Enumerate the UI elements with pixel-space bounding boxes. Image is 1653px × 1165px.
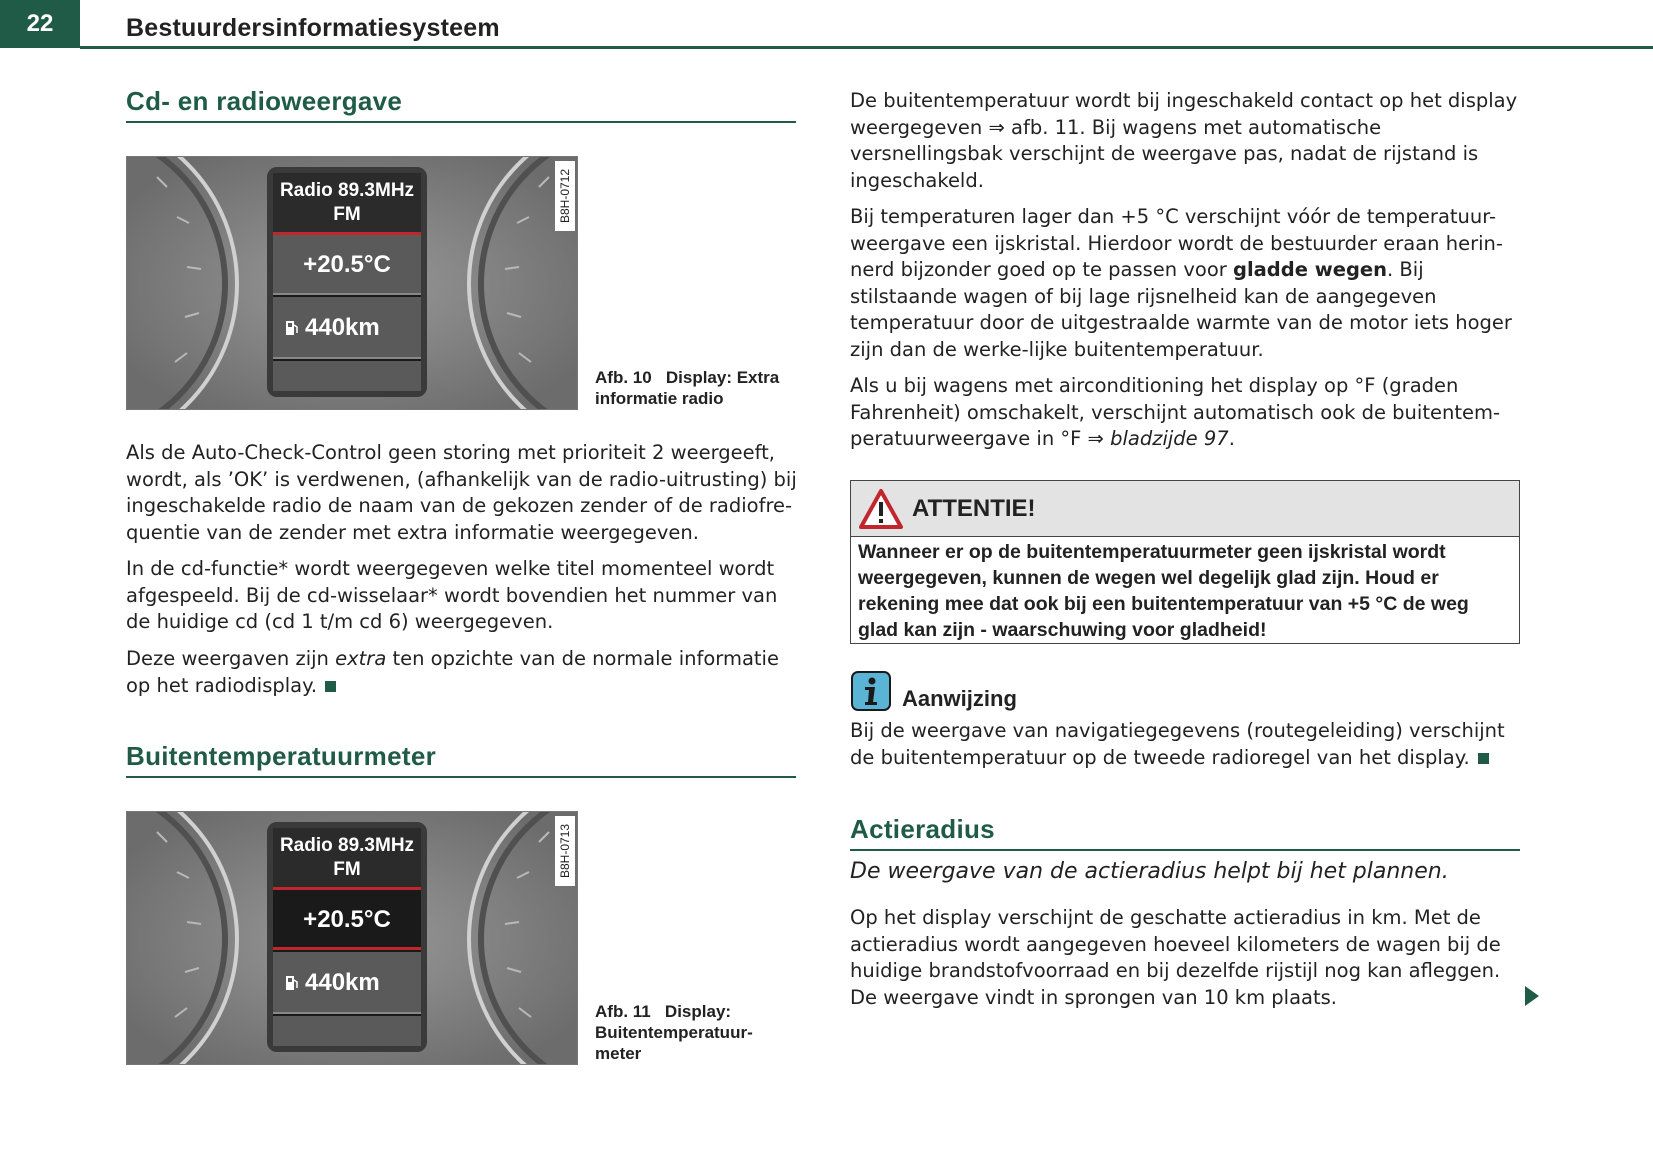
page-number: 22	[0, 0, 80, 48]
italic-text: extra	[335, 647, 387, 670]
display-radio-station: Radio 89.3MHz	[279, 835, 415, 856]
figure-10	[126, 156, 578, 410]
note-title: Aanwijzing	[902, 686, 1017, 711]
display-radio-line	[273, 173, 421, 235]
warning-title: ATTENTIE!	[912, 495, 1036, 522]
display-range-row	[273, 952, 421, 1014]
paragraph: Als de Auto-Check-Control geen storing met prioriteit 2 weergeeft, wordt, als ’OK’ is verdwenen, (afhankelijk van de radio-uitrusting) bij ingeschakelde radio de naam van de gekozen zender of de radiofre-quentie van de zender met extra informatie weergegeven.	[126, 441, 797, 544]
text-run: ten opzichte van de normale informatie op het radiodisplay.	[126, 647, 779, 697]
text-run: . Bij stilstaande wagen of bij lage rijsnelheid kan de aangegeven temperatuur door de uitgestraalde warmte van de motor iets hoger zijn dan de werke-lijke buitentemperatuur.	[850, 258, 1512, 361]
bold-text: gladde wegen	[1232, 258, 1388, 281]
fuel-pump-icon	[285, 974, 299, 992]
page-reference: bladzijde 97	[1110, 427, 1229, 450]
figure-code: B8H-0713	[555, 816, 575, 886]
figure-11-caption	[595, 1001, 775, 1064]
warning-box	[850, 480, 1520, 644]
display-radio-line	[273, 828, 421, 890]
header-rule	[80, 46, 1653, 49]
display-radio-station: Radio 89.3MHz	[279, 180, 415, 201]
fuel-pump-icon	[285, 319, 299, 337]
text-run: Bij temperaturen lager dan +5 °C verschijnt vóór de temperatuur-weergave een ijskristal. Hierdoor wordt de bestuurder eraan herin-nerd bijzonder goed op te passen voor	[850, 205, 1503, 281]
info-icon	[851, 671, 891, 711]
paragraph: De buitentemperatuur wordt bij ingeschakeld contact op het display weergegeven ⇒ afb. 11. Bij wagens met automatische versnellingsbak verschijnt de weergave pas, nadat de rijstand is ingeschakeld.	[850, 89, 1518, 192]
display-temperature: +20.5°C	[273, 890, 421, 950]
end-marker-icon	[1478, 753, 1489, 764]
section-heading-temp-meter: Buitentemperatuurmeter	[126, 741, 796, 778]
figure-code: B8H-0712	[555, 161, 575, 231]
display-range-row	[273, 297, 421, 359]
section-subtitle: De weergave van de actieradius helpt bij het plannen.	[850, 859, 1449, 884]
display-blank-row	[273, 361, 421, 391]
text-run: Bij de weergave van navigatiegegevens (routegeleiding) verschijnt de buitentemperatuur op de tweede radioregel van het display.	[850, 719, 1505, 769]
display-temperature: +20.5°C	[273, 235, 421, 295]
section-heading-range: Actieradius	[850, 814, 1520, 851]
display-blank-row	[273, 1016, 421, 1046]
figure-10-caption	[595, 367, 805, 409]
display-range: 440km	[305, 969, 380, 996]
paragraph	[126, 646, 798, 699]
text-run: Deze weergaven zijn	[126, 647, 336, 670]
caption-text: Display: Buitentemperatuur-meter	[595, 1002, 753, 1063]
display-radio-band: FM	[333, 204, 361, 225]
paragraph	[850, 204, 1530, 363]
text-run: .	[1228, 427, 1235, 450]
display-radio-band: FM	[333, 859, 361, 880]
display-range: 440km	[305, 314, 380, 341]
paragraph: Op het display verschijnt de geschatte actieradius in km. Met de actieradius wordt aangegeven hoeveel kilometers de wagen bij de huidige brandstofvoorraad en bij dezelfde rijstijl nog kan afleggen. De weergave vindt in sprongen van 10 km plaats.	[850, 906, 1501, 1009]
warning-header	[851, 481, 1519, 537]
instrument-display	[267, 167, 427, 397]
caption-text: Display: Extra informatie radio	[595, 368, 780, 408]
figure-11	[126, 811, 578, 1065]
header-title: Bestuurdersinformatiesysteem	[126, 14, 500, 42]
warning-triangle-icon	[858, 488, 904, 530]
note-text	[850, 718, 1530, 771]
end-marker-icon	[325, 681, 336, 692]
paragraph: In de cd-functie* wordt weergegeven welke titel momenteel wordt afgespeeld. Bij de cd-wisselaar* wordt bovendien het nummer van de huidige cd (cd 1 t/m cd 6) weergegeven.	[126, 557, 778, 633]
warning-text: Wanneer er op de buitentemperatuurmeter geen ijskristal wordt weergegeven, kunnen de wegen wel degelijk glad zijn. Houd er rekening mee dat ook bij een buitentemperatuur van +5 °C de weg glad kan zijn - waarschuwing voor gladheid!	[858, 541, 1469, 641]
next-page-arrow-icon	[1523, 985, 1541, 1007]
caption-number: Afb. 10	[595, 368, 652, 387]
instrument-display	[267, 822, 427, 1052]
paragraph	[850, 373, 1530, 453]
section-heading-cd-radio: Cd- en radioweergave	[126, 86, 796, 123]
text-run: Als u bij wagens met airconditioning het display op °F (graden Fahrenheit) omschakelt, verschijnt automatisch ook de buitentem-peratuurweergave in °F ⇒	[850, 374, 1500, 450]
caption-number: Afb. 11	[595, 1002, 651, 1021]
